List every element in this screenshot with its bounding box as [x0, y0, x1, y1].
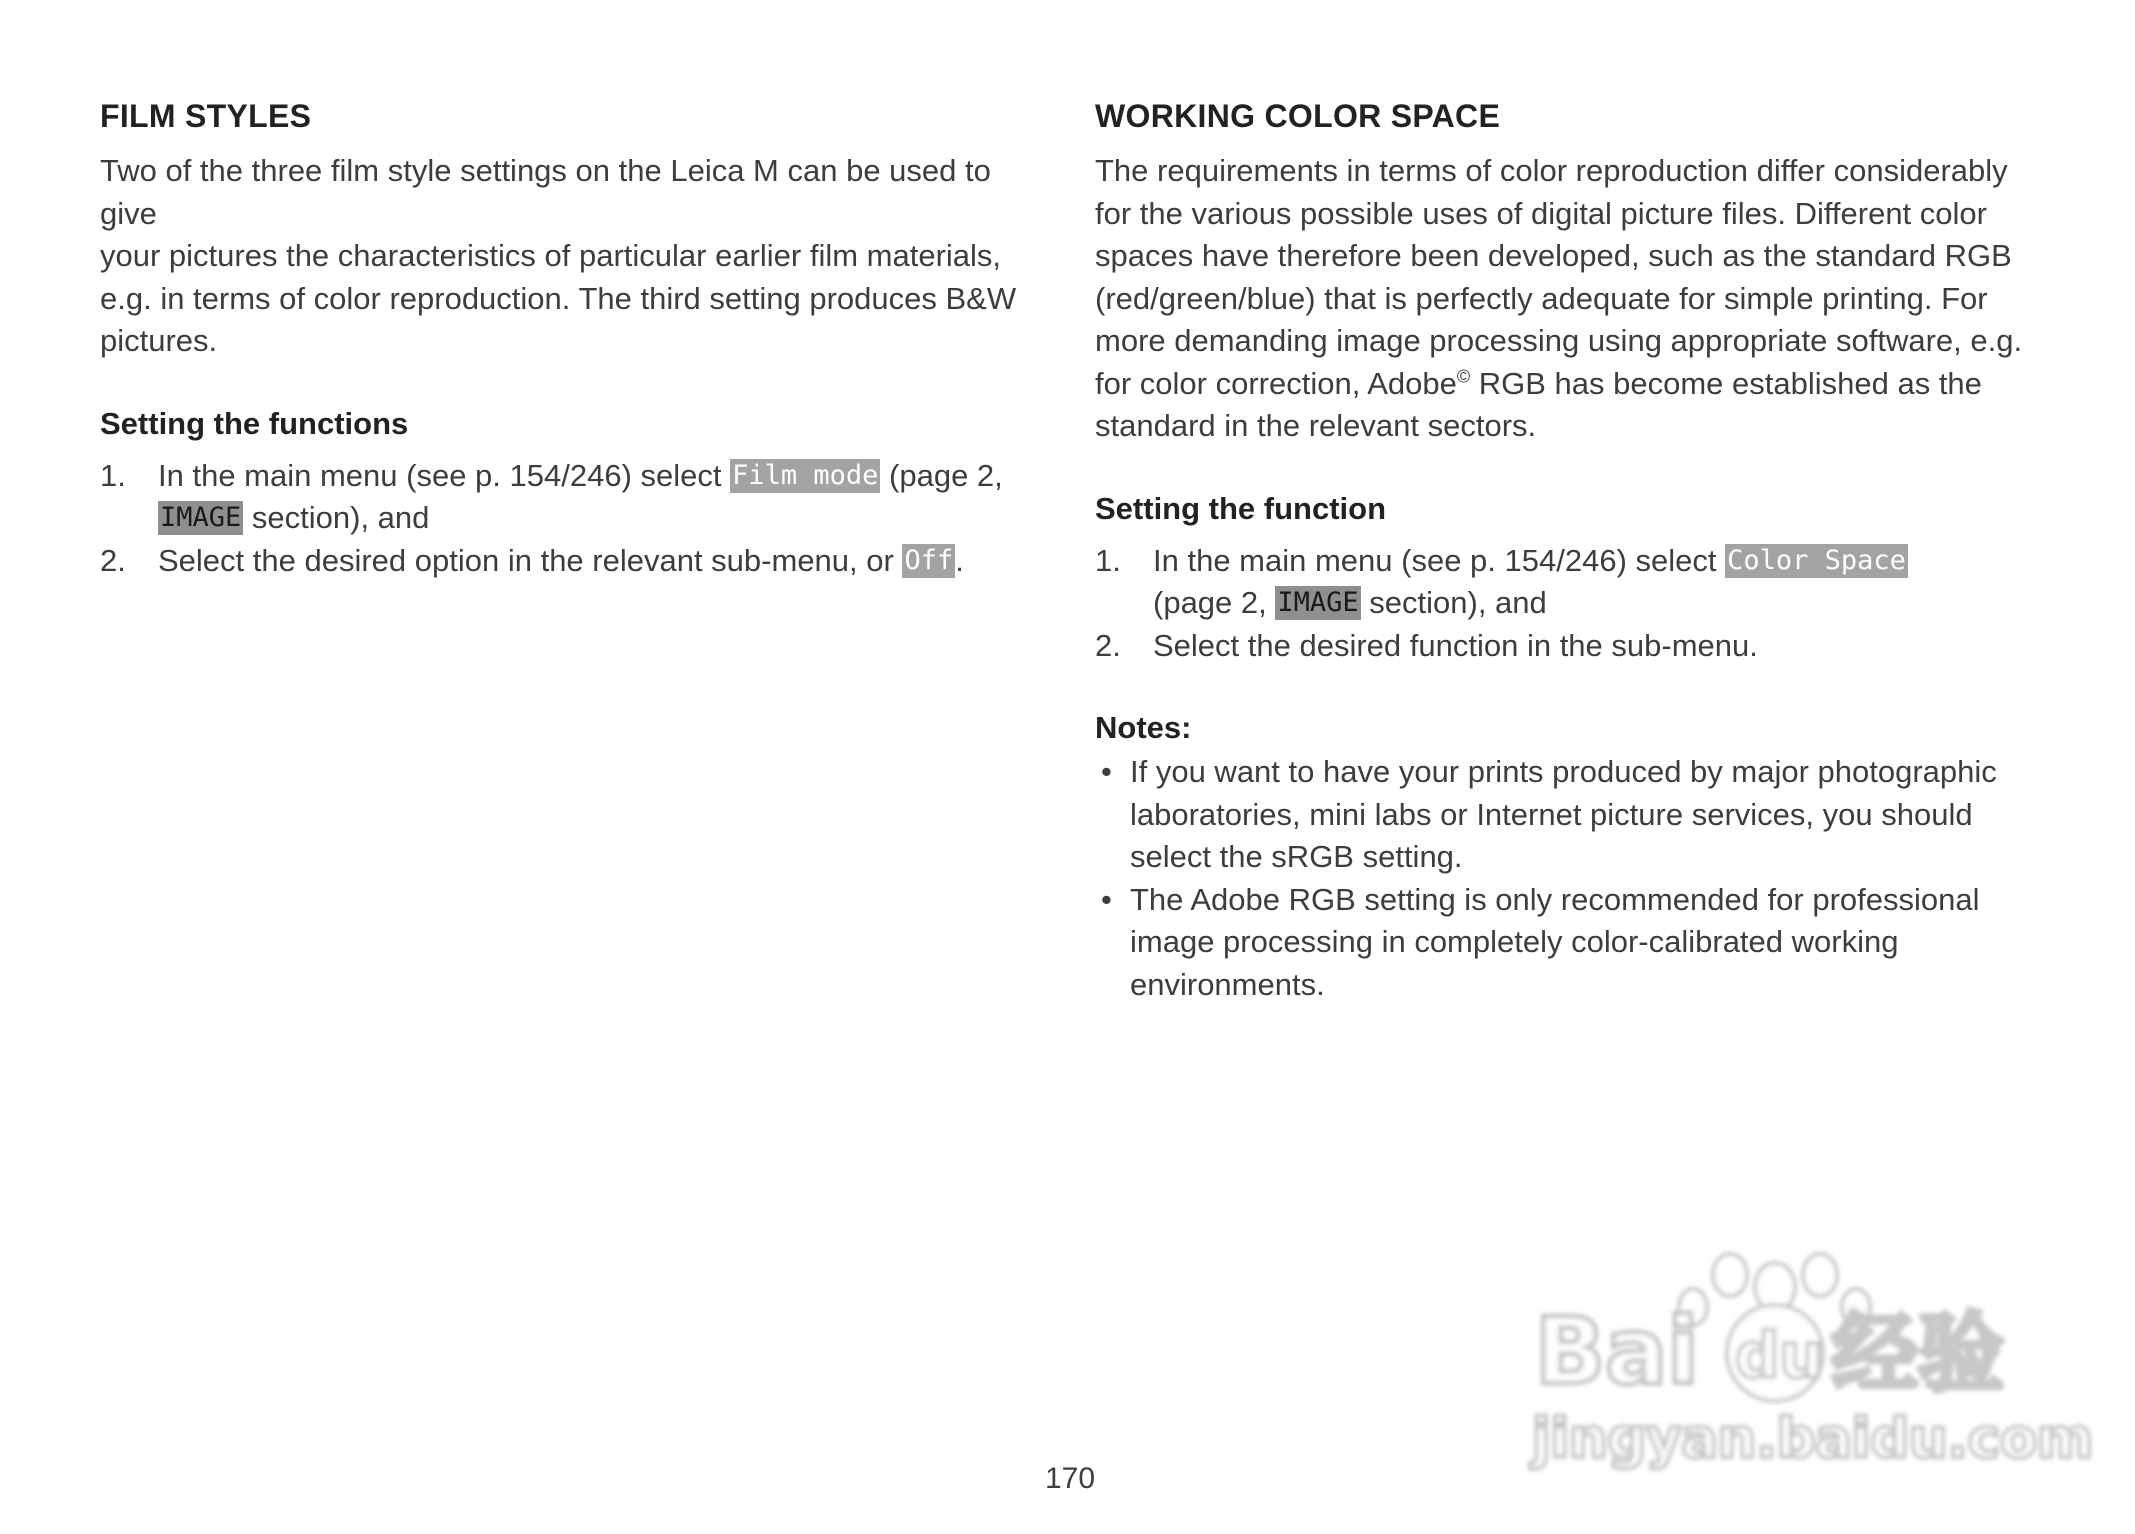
notes-title: Notes: — [1095, 710, 1192, 745]
svg-text:du: du — [1735, 1319, 1824, 1392]
working-color-space-intro: The requirements in terms of color reproduction differ considerably for the various possible uses of digital picture files. Different color spaces have therefore been developed, such as the standard RGB (red/green/blue) that is perfectly adequate for simple printing. For more demanding image processing using appropriate software, e.g. for color correction, Adobe© RGB has become established as the standard in the relevant sectors. — [1095, 153, 2023, 443]
menu-item-color-space: Color Space — [1727, 544, 1906, 576]
list-item: • The Adobe RGB setting is only recommended for professional image processing in completely color-calibrated working environments. — [1095, 879, 2030, 1007]
menu-item-film-mode: Film mode — [732, 459, 879, 491]
list-item: 1. In the main menu (see p. 154/246) select Color Space (page 2, IMAGE section), and — [1095, 540, 2030, 625]
film-styles-heading: FILM STYLES — [100, 98, 312, 134]
list-item: 2. Select the desired function in the sub-menu. — [1095, 625, 2030, 668]
svg-text:经验: 经验 — [1832, 1304, 2004, 1404]
setting-functions-subheading: Setting the functions — [100, 405, 409, 441]
setting-function-subheading: Setting the function — [1095, 490, 1387, 526]
film-styles-intro: Two of the three film style settings on the Leica M can be used to give your pictures the characteristics of particular earlier film materials, e.g. in terms of color reproduction. The third setting produces B&W pictures. — [100, 153, 1017, 358]
copyright-mark: © — [1456, 366, 1471, 387]
step-number: 1. — [100, 457, 126, 493]
list-item: 1. In the main menu (see p. 154/246) select Film mode (page 2, IMAGE section), and — [100, 455, 1050, 540]
step-number: 2. — [100, 542, 126, 578]
svg-text:Bai: Bai — [1535, 1298, 1699, 1405]
step-number: 2. — [1095, 627, 1121, 663]
list-item: 2. Select the desired option in the relevant sub-menu, or Off. — [100, 540, 1050, 583]
page-number: 170 — [1044, 1462, 1096, 1495]
bullet-icon: • — [1101, 754, 1112, 789]
film-styles-section — [100, 96, 1050, 582]
menu-section-image: IMAGE — [1277, 587, 1359, 618]
step-number: 1. — [1095, 542, 1121, 578]
menu-section-image: IMAGE — [160, 502, 242, 533]
menu-item-off: Off — [904, 544, 954, 576]
color-space-steps — [1095, 540, 2030, 668]
svg-text:jingyan.baidu.com: jingyan.baidu.com — [1532, 1407, 2094, 1470]
list-item: • If you want to have your prints produced by major photographic laboratories, mini labs or Internet picture services, you should select the sRGB setting. — [1095, 751, 2030, 879]
working-color-space-section — [1095, 96, 2030, 1006]
film-styles-steps — [100, 455, 1050, 583]
baidu-jingyan-watermark-logo — [1530, 1225, 2094, 1470]
working-color-space-heading: WORKING COLOR SPACE — [1095, 98, 1501, 134]
bullet-icon: • — [1101, 881, 1112, 917]
